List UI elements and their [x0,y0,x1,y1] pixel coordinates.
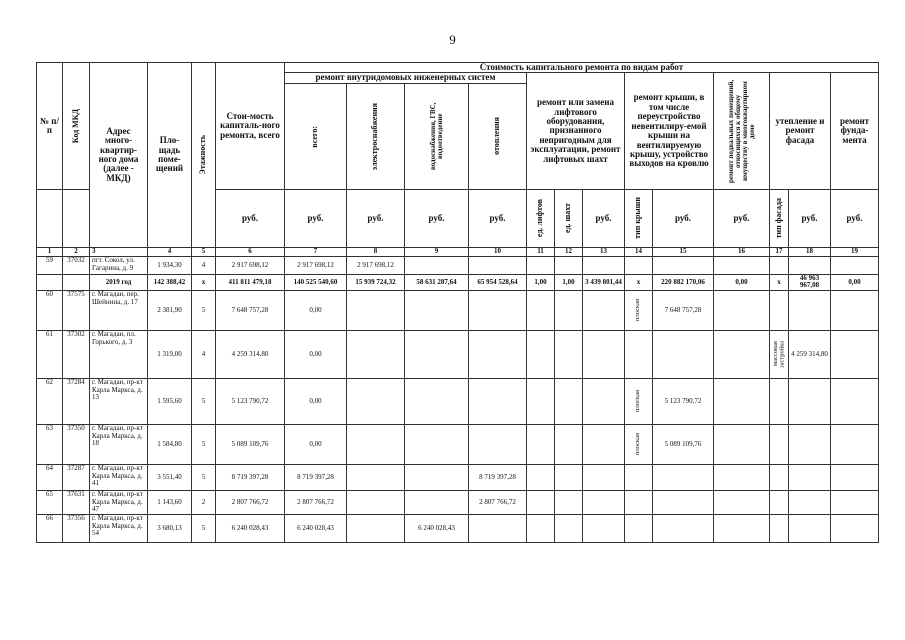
header-total-cost: Стои-мость капиталь-ного ремонта, всего [216,63,285,190]
row-address: г. Магадан, пр-кт Карла Маркса, д. 47 [90,490,148,514]
row-floors: 5 [192,378,216,424]
total-roof-cost: 220 882 170,06 [653,274,714,290]
row-address: г. Магадан, пер. Шейнина, д. 17 [90,290,148,330]
unit-eng-total: руб. [285,189,347,247]
header-address: Адрес много-квартир-ного дома (далее - МКД) [90,63,148,248]
capital-repair-table [36,62,879,543]
row-heating: 8 719 397,28 [469,464,527,490]
colnum: 16 [714,247,770,256]
row-roof-type: плоская [634,390,642,413]
row-no: 65 [37,490,63,514]
header-code: Код МКД [70,108,80,143]
header-basement: ремонт подвальных помещений, относящихся к общему имуществу в многоквартирном доме [726,79,756,183]
row-eng-total: 2 807 766,72 [285,490,347,514]
row-no: 63 [37,424,63,464]
header-foundation: ремонт фунда-мента [831,73,879,189]
total-elev-count: 1,00 [527,274,555,290]
row-code: 37356 [63,514,90,542]
header-facade: утепление и ремонт фасада [770,73,831,189]
row-address: г. Магадан, пр-кт Карла Маркса, д. 13 [90,378,148,424]
unit-elevator-cost: руб. [583,189,625,247]
colnum: 1 [37,247,63,256]
table-row [37,424,879,464]
row-area: 1 584,80 [148,424,192,464]
total-basement: 0,00 [714,274,770,290]
row-total: 2 807 766,72 [216,490,285,514]
header-floors: Этажность [198,135,208,175]
row-code: 37287 [63,464,90,490]
row-floors: 5 [192,464,216,490]
unit-shafts: ед. шахт [563,203,573,234]
row-water: 6 240 028,43 [405,514,469,542]
row-eng-total: 0,00 [285,378,347,424]
total-facade-type: x [770,274,789,290]
row-code: 37032 [63,256,90,274]
row-floors: 5 [192,514,216,542]
row-eng-total: 0,00 [285,290,347,330]
colnum: 14 [625,247,653,256]
row-address: г. Магадан, пр-кт Карла Маркса, д. 18 [90,424,148,464]
total-shaft-count: 1,00 [555,274,583,290]
row-area: 3 680,13 [148,514,192,542]
row-roof-type: плоская [634,299,642,322]
row-area: 2 381,90 [148,290,192,330]
row-eng-total: 0,00 [285,330,347,378]
colnum: 8 [347,247,405,256]
row-eng-total: 2 917 698,12 [285,256,347,274]
row-roof-cost: 7 648 757,28 [653,290,714,330]
row-address: г. Магадан, пл. Горького, д. 3 [90,330,148,378]
header-roof: ремонт крыши, в том числе переустройство невентилиру-емой крыши на вентилируемую крышу, устройство выходов на кровлю [625,73,714,189]
header-water: водоснабжения, ГВС, водоотведение [428,102,444,171]
column-numbers-row [37,247,879,256]
row-no: 60 [37,290,63,330]
unit-foundation: руб. [831,189,879,247]
row-code: 37302 [63,330,90,378]
table-row [37,490,879,514]
row-floors: 5 [192,424,216,464]
row-heating: 2 807 766,72 [469,490,527,514]
total-elev-cost: 3 439 801,44 [583,274,625,290]
row-no: 61 [37,330,63,378]
colnum: 6 [216,247,285,256]
total-foundation: 0,00 [831,274,879,290]
colnum: 11 [527,247,555,256]
unit-elevators: ед. лифтов [535,199,545,238]
row-total: 5 089 109,76 [216,424,285,464]
table-row [37,464,879,490]
row-area: 1 934,30 [148,256,192,274]
row-total: 5 123 790,72 [216,378,285,424]
colnum: 7 [285,247,347,256]
row-area: 1 143,60 [148,490,192,514]
colnum: 12 [555,247,583,256]
page-number: 9 [449,32,456,47]
unit-electricity: руб. [347,189,405,247]
colnum: 3 [90,247,148,256]
row-floors: 5 [192,290,216,330]
total-roof-type: x [625,274,653,290]
unit-basement: руб. [714,189,770,247]
unit-roof-cost: руб. [653,189,714,247]
unit-water: руб. [405,189,469,247]
table-row [37,378,879,424]
colnum: 17 [770,247,789,256]
colnum: 10 [469,247,527,256]
total-floors: x [192,274,216,290]
total-heating: 65 954 528,64 [469,274,527,290]
row-area: 3 551,40 [148,464,192,490]
row-floors: 4 [192,330,216,378]
row-roof-cost: 5 123 790,72 [653,378,714,424]
row-code: 37284 [63,378,90,424]
total-water: 58 631 287,64 [405,274,469,290]
header-electricity: электроснабжения [370,102,380,170]
row-eng-total: 8 719 397,28 [285,464,347,490]
header-heating: отопления [492,117,502,156]
row-code: 37631 [63,490,90,514]
row-address: г. Магадан, пр-кт Карла Маркса, д. 54 [90,514,148,542]
unit-roof-type: тип крыши [633,197,643,240]
row-code: 37350 [63,424,90,464]
table-row [37,330,879,378]
row-no: 62 [37,378,63,424]
colnum: 15 [653,247,714,256]
colnum: 4 [148,247,192,256]
total-row-2019 [37,274,879,290]
colnum: 2 [63,247,90,256]
total-cost: 411 811 479,18 [216,274,285,290]
row-total: 6 240 028,43 [216,514,285,542]
header-elevator: ремонт или замена лифтового оборудования, признанного непригодным для эксплуатации, ремонт лифтовых шахт [527,73,625,189]
row-roof-type: плоская [634,433,642,456]
row-total: 7 648 757,28 [216,290,285,330]
row-address: пгт. Сокол, ул. Гагарина, д. 9 [90,256,148,274]
colnum: 5 [192,247,216,256]
row-roof-cost: 5 089 109,76 [653,424,714,464]
row-electricity: 2 917 698,12 [347,256,405,274]
header-engineering: ремонт внутридомовых инженерных систем [285,73,527,83]
row-no: 59 [37,256,63,274]
colnum: 13 [583,247,625,256]
row-address: г. Магадан, пр-кт Карла Маркса, д. 41 [90,464,148,490]
row-no: 66 [37,514,63,542]
total-facade-cost: 46 963 967,08 [789,274,831,290]
row-area: 1 319,00 [148,330,192,378]
row-eng-total: 0,00 [285,424,347,464]
row-no: 64 [37,464,63,490]
total-eng: 140 525 540,60 [285,274,347,290]
colnum: 9 [405,247,469,256]
total-electricity: 15 939 724,32 [347,274,405,290]
table-row [37,290,879,330]
row-facade-type: массовая застройка [771,340,785,368]
row-area: 1 595,60 [148,378,192,424]
row-code: 37575 [63,290,90,330]
colnum: 19 [831,247,879,256]
row-eng-total: 6 240 028,43 [285,514,347,542]
unit-total: руб. [216,189,285,247]
header-no: № п/ п [37,63,63,190]
header-cost-by-type: Стоимость капитального ремонта по видам работ [285,63,879,73]
total-area: 142 388,42 [148,274,192,290]
row-total: 8 719 397,28 [216,464,285,490]
unit-facade-cost: руб. [789,189,831,247]
row-total: 4 259 314,80 [216,330,285,378]
unit-heating: руб. [469,189,527,247]
table-row [37,256,879,274]
row-floors: 4 [192,256,216,274]
row-floors: 2 [192,490,216,514]
table-row [37,514,879,542]
row-total: 2 917 698,12 [216,256,285,274]
header-eng-total: всего: [310,125,320,148]
total-label: 2019 год [90,274,148,290]
unit-facade-type: тип фасада [773,198,783,239]
header-area: Пло-щадь поме-щений [148,63,192,248]
row-facade-cost: 4 259 314,80 [789,330,831,378]
colnum: 18 [789,247,831,256]
